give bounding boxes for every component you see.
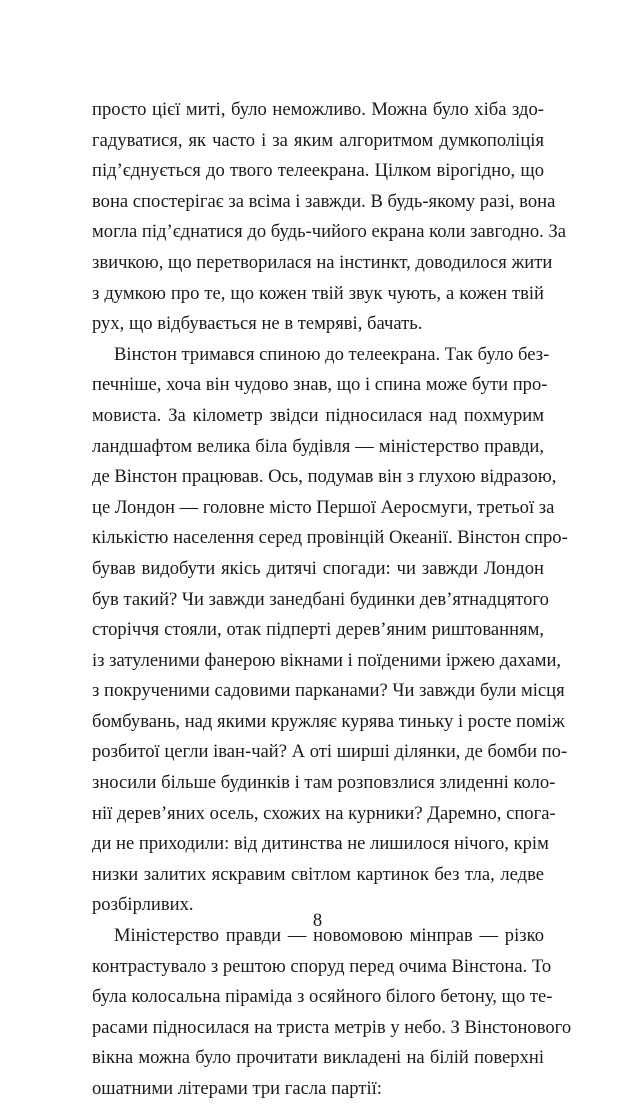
text-line: могла під’єднатися до будь-чийого екрана коли завгодно. За bbox=[92, 221, 567, 243]
text-line: низки залитих яскравим світлом картинок без тла, ледве bbox=[92, 863, 544, 885]
text-line: ошатними літерами три гасла партії: bbox=[92, 1078, 382, 1099]
text-line: сторіччя стояли, отак підперті дерев’яним риштованням, bbox=[92, 619, 544, 641]
text-line: вікна можна було прочитати викладені на білій поверхні bbox=[92, 1047, 544, 1069]
text-line: була колосальна піраміда з осяйного білого бетону, що те- bbox=[92, 986, 553, 1008]
text-line: розбитої цегли іван-чай? А оті ширші ділянки, де бомби по- bbox=[92, 741, 568, 763]
paragraph-3 bbox=[92, 921, 572, 1105]
text-line: бував видобути якісь дитячі спогади: чи завжди Лондон bbox=[92, 557, 544, 579]
text-line: вона спостерігає за всіма і завжди. В будь-якому разі, вона bbox=[92, 190, 556, 212]
text-line: контрастувало з рештою споруд перед очима Вінстона. То bbox=[92, 955, 552, 977]
text-line: був такий? Чи завжди занедбані будинки дев’ятнадцятого bbox=[92, 588, 549, 610]
text-line: розбірливих. bbox=[92, 894, 194, 916]
text-line: расами підносилася на триста метрів у небо. З Вінстонового bbox=[92, 1016, 572, 1038]
body-text bbox=[92, 95, 572, 1105]
paragraph-1 bbox=[92, 95, 567, 340]
text-line: Міністерство правди — новомовою мінправ — різко bbox=[114, 925, 544, 947]
text-line: ландшафтом велика біла будівля — міністерство правди, bbox=[92, 435, 544, 457]
text-line: просто цієї миті, було неможливо. Можна було хіба здо- bbox=[92, 99, 544, 120]
text-line: печніше, хоча він чудово знав, що і спина може бути про- bbox=[92, 374, 548, 396]
text-line: нії дерев’яних осель, схожих на курники? Даремно, спога- bbox=[92, 802, 556, 824]
text-line: зносили більше будинків і там розповзлися злиденні коло- bbox=[92, 772, 556, 794]
text-line: звичкою, що перетворилася на інстинкт, доводилося жити bbox=[92, 251, 553, 273]
text-line: Вінстон тримався спиною до телеекрана. Так було без- bbox=[114, 343, 550, 365]
text-line: це Лондон — головне місто Першої Аеросмуги, третьої за bbox=[92, 496, 555, 518]
text-line: з думкою про те, що кожен твій звук чують, а кожен твій bbox=[92, 282, 544, 304]
text-line: мовиста. За кілометр звідси підносилася над похмурим bbox=[92, 404, 544, 426]
text-line: з покрученими садовими парканами? Чи завжди були місця bbox=[92, 680, 565, 702]
text-line: під’єднується до твого телеекрана. Цілком вірогідно, що bbox=[92, 160, 544, 182]
page-number: 8 bbox=[312, 910, 323, 931]
text-line: ди не приходили: від дитинства не лишилося нічого, крім bbox=[92, 833, 549, 855]
text-line: гадуватися, як часто і за яким алгоритмом думкополіція bbox=[92, 129, 544, 151]
paragraph-2 bbox=[92, 340, 568, 921]
text-line: рух, що відбувається не в темряві, бачать. bbox=[92, 313, 423, 335]
text-line: бомбувань, над якими кружляє курява тиньку і росте поміж bbox=[92, 710, 565, 732]
text-line: кількістю населення серед провінцій Океанії. Вінстон спро- bbox=[92, 527, 568, 549]
text-line: де Вінстон працював. Ось, подумав він з глухою відразою, bbox=[92, 466, 557, 488]
text-line: із затуленими фанерою вікнами і поїденими іржею дахами, bbox=[92, 649, 562, 671]
